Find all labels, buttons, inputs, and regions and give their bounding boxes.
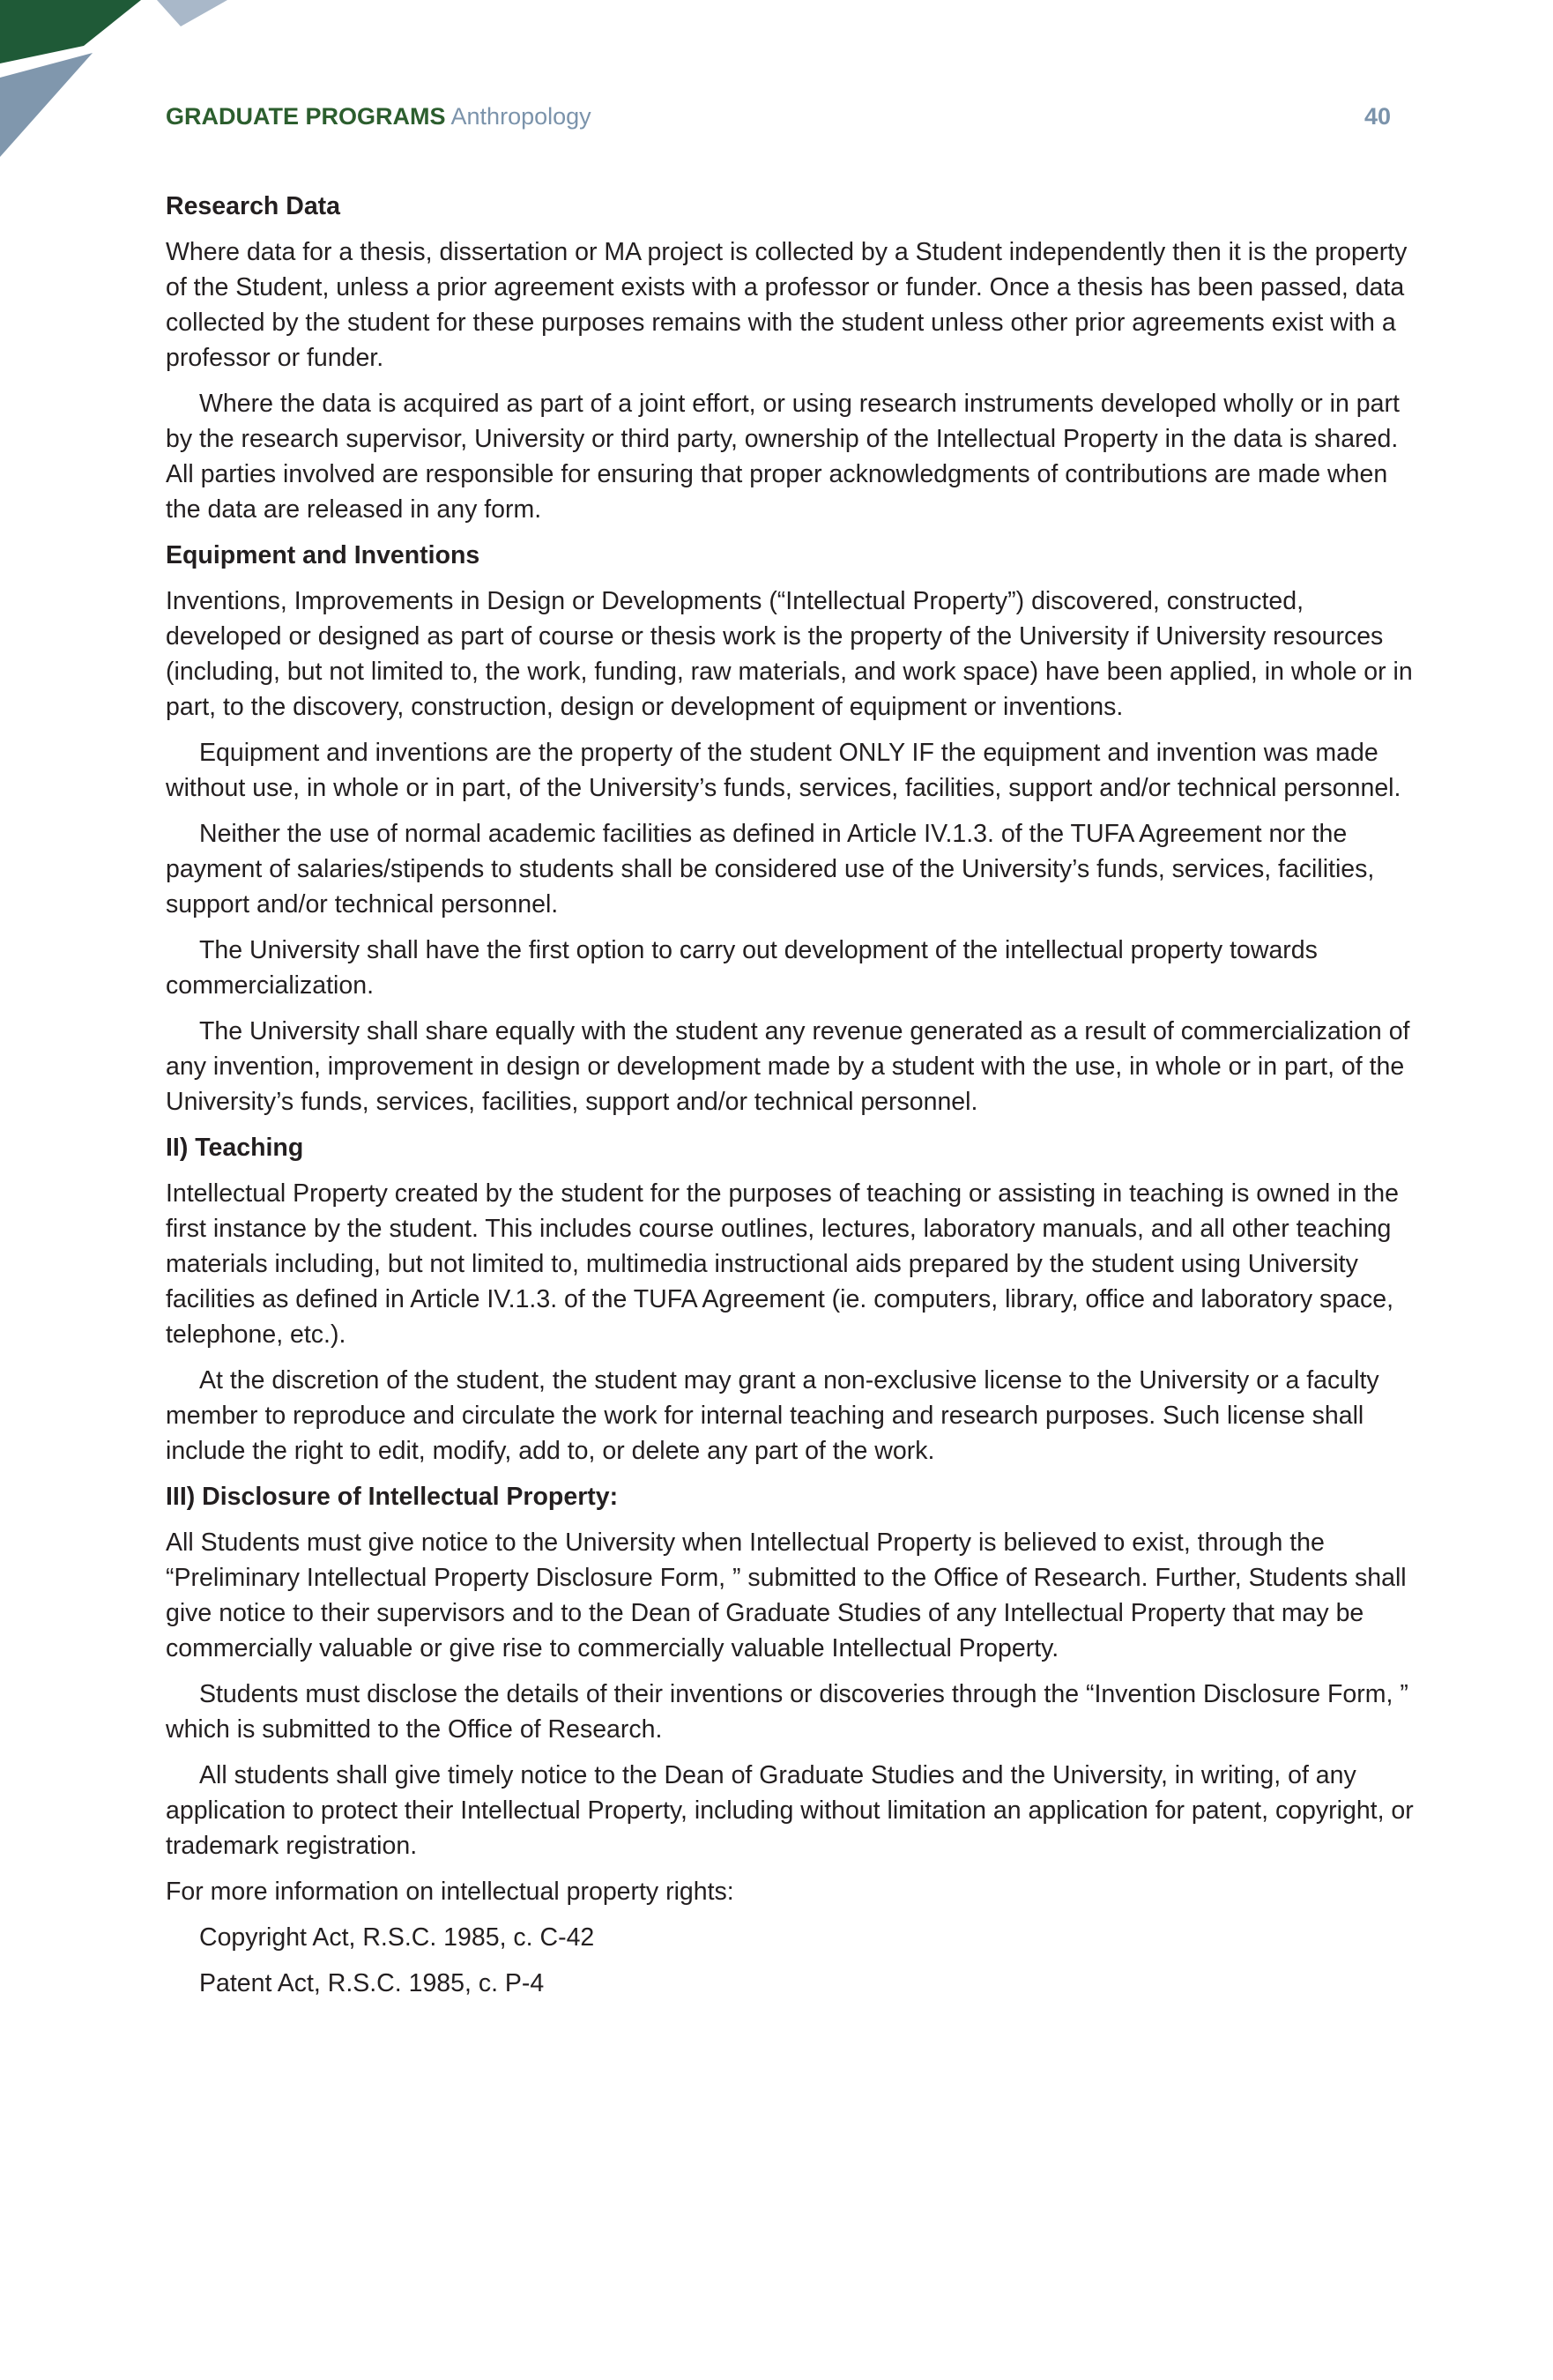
heading-disclosure: III) Disclosure of Intellectual Property:	[166, 1483, 619, 1511]
paragraph: Equipment and inventions are the property of the student ONLY IF the equipment and invention was made without use, in whole or in part, of the University’s funds, services, facilities, support and/or technical personnel.	[166, 739, 1401, 802]
document-body	[166, 189, 1426, 2012]
paragraph: For more information on intellectual property rights:	[166, 1878, 734, 1906]
paragraph: Where data for a thesis, dissertation or MA project is collected by a Student independently then it is the property of the Student, unless a prior agreement exists with a professor or funder. Once a thesis has been passed, data collected by the student for these purposes remains with the student unless other prior agreements exist with a professor or funder.	[166, 238, 1408, 372]
page-header	[166, 99, 1391, 134]
heading-teaching: II) Teaching	[166, 1134, 304, 1162]
page-number: 40	[1364, 103, 1391, 130]
paragraph: All students shall give timely notice to the Dean of Graduate Studies and the University, in writing, of any application to protect their Intellectual Property, including without limitation an application for patent, copyright, or trademark registration.	[166, 1761, 1414, 1860]
corner-decoration-graphic	[0, 0, 238, 159]
reference-patent-act: Patent Act, R.S.C. 1985, c. P-4	[199, 1969, 545, 1997]
paragraph: Intellectual Property created by the student for the purposes of teaching or assisting in teaching is owned in the first instance by the student. This includes course outlines, lectures, laboratory manuals, and all other teaching materials including, but not limited to, multimedia instructional aids prepared by the student using University facilities as defined in Article IV.1.3. of the TUFA Agreement (ie. computers, library, office and laboratory space, telephone, etc.).	[166, 1179, 1399, 1349]
heading-research-data: Research Data	[166, 192, 341, 220]
header-department: Anthropology	[450, 103, 591, 130]
paragraph: Inventions, Improvements in Design or Developments (“Intellectual Property”) discovered, constructed, developed or designed as part of course or thesis work is the property of the University if University resources (including, but not limited to, the work, funding, raw materials, and work space) have been applied, in whole or in part, to the discovery, construction, design or development of equipment or inventions.	[166, 587, 1413, 721]
paragraph: Where the data is acquired as part of a joint effort, or using research instruments developed wholly or in part by the research supervisor, University or third party, ownership of the Intellectual Property in the data is shared. All parties involved are responsible for ensuring that proper acknowledgments of contributions are made when the data are released in any form.	[166, 390, 1400, 524]
heading-equipment-inventions: Equipment and Inventions	[166, 541, 480, 569]
reference-copyright-act: Copyright Act, R.S.C. 1985, c. C-42	[199, 1923, 595, 1952]
paragraph: The University shall have the first option to carry out development of the intellectual property towards commercialization.	[166, 936, 1318, 1000]
header-section-title: GRADUATE PROGRAMS	[166, 103, 446, 130]
paragraph: Neither the use of normal academic facilities as defined in Article IV.1.3. of the TUFA Agreement nor the payment of salaries/stipends to students shall be considered use of the University’s funds, services, facilities, support and/or technical personnel.	[166, 820, 1375, 919]
paragraph: All Students must give notice to the University when Intellectual Property is believed to exist, through the “Preliminary Intellectual Property Disclosure Form, ” submitted to the Office of Research. Further, Students shall give notice to their supervisors and to the Dean of Graduate Studies of any Intellectual Property that may be commercially valuable or give rise to commercially valuable Intellectual Property.	[166, 1528, 1407, 1662]
paragraph: The University shall share equally with the student any revenue generated as a result of commercialization of any invention, improvement in design or development made by a student with the use, in whole or in part, of the University’s funds, services, facilities, support and/or technical personnel.	[166, 1017, 1410, 1116]
paragraph: Students must disclose the details of their inventions or discoveries through the “Invention Disclosure Form, ” which is submitted to the Office of Research.	[166, 1680, 1408, 1744]
paragraph: At the discretion of the student, the student may grant a non-exclusive license to the University or a faculty member to reproduce and circulate the work for internal teaching and research purposes. Such license shall include the right to edit, modify, add to, or delete any part of the work.	[166, 1366, 1379, 1465]
